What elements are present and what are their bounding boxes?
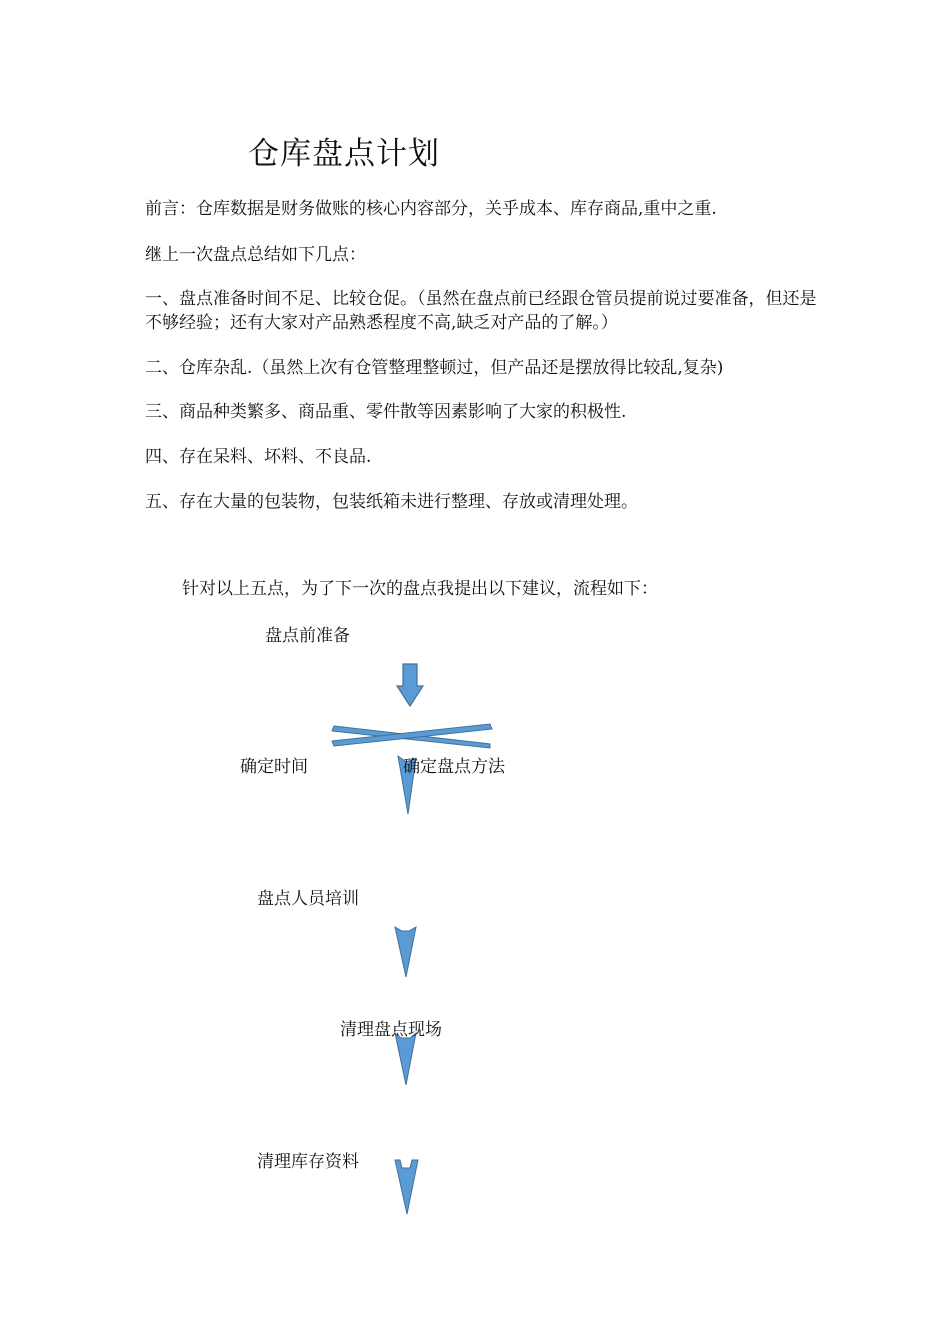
step-prepare: 盘点前准备	[265, 626, 350, 646]
preface-text: 前言：仓库数据是财务做账的核心内容部分，关乎成本、库存商品,重中之重.	[145, 199, 717, 219]
point-1: 一、盘点准备时间不足、比较仓促。（虽然在盘点前已经跟仓管员提前说过要准备，但还是不够经验；还有大家对产品熟悉程度不高,缺乏对产品的了解。）	[145, 289, 817, 333]
document-title: 仓库盘点计划	[248, 136, 440, 172]
step-confirm-method: 确定盘点方法	[403, 757, 505, 777]
point-4: 四、存在呆料、坏料、不良品.	[145, 447, 372, 467]
down-triangle-icon	[395, 1160, 419, 1216]
step-confirm-time: 确定时间	[240, 757, 308, 777]
step-clean-inventory: 清理库存资料	[257, 1152, 359, 1172]
down-triangle-icon	[395, 1033, 417, 1087]
suggestion-intro: 针对以上五点，为了下一次的盘点我提出以下建议，流程如下：	[182, 579, 658, 599]
down-arrow-icon	[396, 664, 424, 708]
summary-intro: 继上一次盘点总结如下几点：	[145, 245, 366, 265]
step-training: 盘点人员培训	[257, 889, 359, 909]
down-triangle-icon	[395, 927, 417, 979]
point-5: 五、存在大量的包装物，包装纸箱未进行整理、存放或清理处理。	[145, 492, 638, 512]
crossed-connector-icon	[328, 722, 494, 750]
step-clean-site: 清理盘点现场	[340, 1020, 442, 1040]
point-3: 三、商品种类繁多、商品重、零件散等因素影响了大家的积极性.	[145, 402, 627, 422]
point-2: 二、仓库杂乱.（虽然上次有仓管整理整顿过，但产品还是摆放得比较乱,复杂)	[145, 358, 724, 378]
